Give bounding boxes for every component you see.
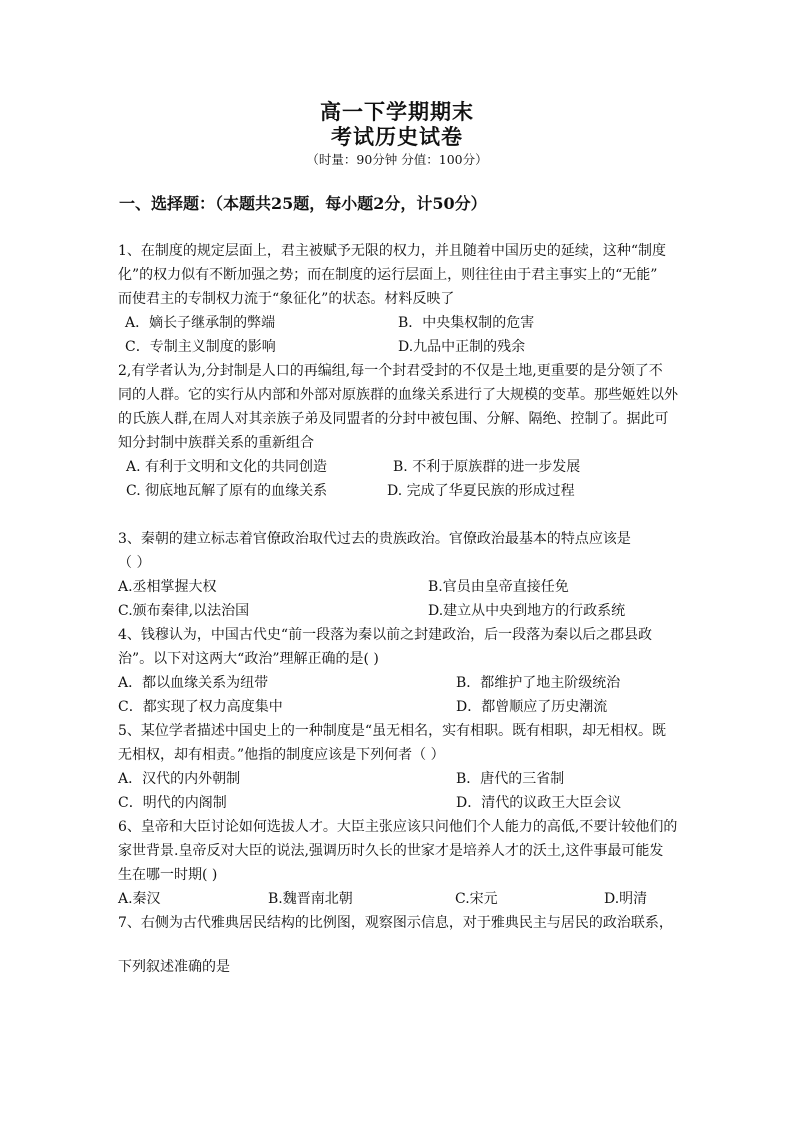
q7-line: 7、右侧为古代雅典居民结构的比例图，观察图示信息，对于雅典民主与居民的政治联系，: [118, 915, 673, 931]
q6-line: 生在哪一时期( ): [118, 867, 218, 883]
q4-option-c: C．都实现了权力高度集中: [118, 699, 283, 715]
q3-option-a: A.丞相掌握大权: [118, 579, 217, 595]
q2-line: 知分封制中族群关系的重新组合: [118, 435, 314, 451]
exam-meta: （时量：90分钟 分值：100分）: [306, 152, 488, 167]
q5-line: 无相权，却有相责。”他指的制度应该是下列何者（ ）: [118, 747, 445, 763]
q6-line: 6、皇帝和大臣讨论如何选拔人才。大臣主张应该只问他们个人能力的高低,不要计较他们的: [118, 819, 678, 835]
exam-title-line1: 高一下学期期末: [320, 99, 474, 124]
q6-line: 家世背景.皇帝反对大臣的说法,强调历时久长的世家才是培养人才的沃土,这件事最可能发: [118, 843, 664, 859]
q3-option-b: B.官员由皇帝直接任免: [428, 579, 569, 595]
q5-option-c: C．明代的内阁制: [118, 795, 227, 811]
q3-option-c: C.颁布秦律,以法治国: [118, 603, 250, 619]
q1-line: 1、在制度的规定层面上，君主被赋予无限的权力，并且随着中国历史的延续，这种“制度: [118, 243, 667, 259]
q5-option-d: D．清代的议政王大臣会议: [456, 795, 622, 811]
q4-line: 治”。以下对这两大“政治”理解正确的是( ): [118, 651, 379, 667]
q2-line: 同的人群。它的实行从内部和外部对原族群的血缘关系进行了大规模的变革。那些姬姓以外: [118, 387, 678, 403]
q2-line: 2,有学者认为,分封制是人口的再编组,每一个封君受封的不仅是土地,更重要的是分领了不: [118, 363, 663, 379]
q4-option-a: A．都以血缘关系为纽带: [118, 675, 269, 691]
q6-option-b: B.魏晋南北朝: [268, 891, 353, 907]
q5-option-a: A．汉代的内外朝制: [118, 771, 241, 787]
q2-option-c: C. 彻底地瓦解了原有的血缘关系: [126, 483, 328, 499]
q4-option-d: D．都曾顺应了历史潮流: [456, 699, 608, 715]
q1-option-a: A．嫡长子继承制的弊端: [125, 315, 276, 331]
q7-line: 下列叙述准确的是: [118, 959, 230, 975]
q3-line: 3、秦朝的建立标志着官僚政治取代过去的贵族政治。官僚政治最基本的特点应该是: [118, 531, 631, 547]
q2-option-a: A. 有利于文明和文化的共同创造: [126, 459, 328, 475]
q2-option-b: B. 不利于原族群的进一步发展: [393, 459, 581, 475]
q4-option-b: B．都维护了地主阶级统治: [456, 675, 621, 691]
q6-option-c: C.宋元: [455, 891, 498, 907]
q3-answer-blank: （ ）: [118, 555, 151, 571]
q1-option-d: D.九品中正制的残余: [398, 339, 526, 355]
q5-option-b: B．唐代的三省制: [456, 771, 565, 787]
q5-line: 5、某位学者描述中国史上的一种制度是“虽无相名，实有相职。既有相职，却无相权。既: [118, 723, 667, 739]
q1-option-c: C．专制主义制度的影响: [125, 339, 276, 355]
q2-line: 的氏族人群,在周人对其亲族子弟及同盟者的分封中被包围、分解、隔绝、控制了。据此可: [118, 411, 669, 427]
q1-option-b: B．中央集权制的危害: [398, 315, 535, 331]
q1-line: 而使君主的专制权力流于“象征化”的状态。材料反映了: [118, 291, 455, 307]
q4-line: 4、钱穆认为，中国古代史“前一段落为秦以前之封建政治，后一段落为秦以后之郡县政: [118, 627, 653, 643]
section-heading: 一、选择题：（本题共25题，每小题2分，计50分）: [119, 194, 487, 213]
q6-option-a: A.秦汉: [118, 891, 161, 907]
q6-option-d: D.明清: [604, 891, 648, 907]
q3-option-d: D.建立从中央到地方的行政系统: [428, 603, 626, 619]
q1-line: 化”的权力似有不断加强之势；而在制度的运行层面上，则往往由于君主事实上的“无能”: [118, 267, 658, 283]
exam-title-line2: 考试历史试卷: [331, 124, 463, 149]
q2-option-d: D. 完成了华夏民族的形成过程: [387, 483, 575, 499]
